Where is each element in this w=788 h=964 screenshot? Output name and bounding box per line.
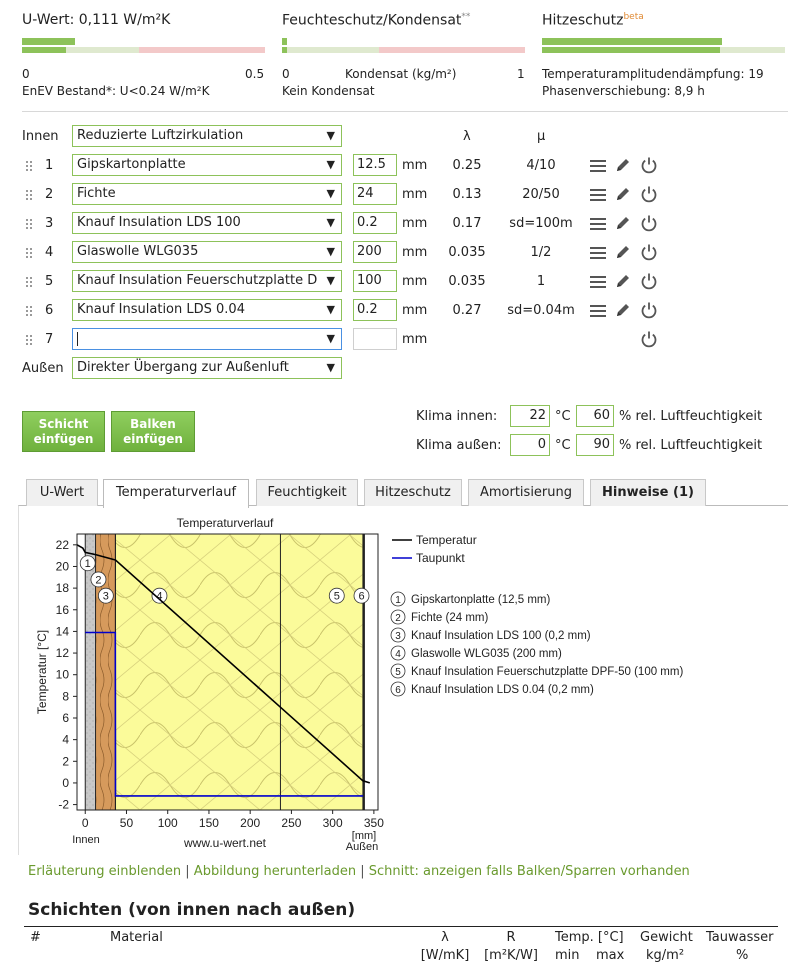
tab-feuchtigkeit[interactable]: Feuchtigkeit <box>256 479 358 506</box>
tab-amortisierung[interactable]: Amortisierung <box>468 479 584 506</box>
power-icon[interactable] <box>640 214 658 232</box>
layer-texture <box>280 534 365 810</box>
chevron-down-icon: ▼ <box>326 129 335 142</box>
mu-header: μ <box>537 129 546 144</box>
drag-handle-icon[interactable] <box>26 219 34 229</box>
unit-celsius: °C <box>555 438 571 453</box>
kondensat-scale-label: Kondensat (kg/m²) <box>345 67 457 81</box>
schicht-einfuegen-button[interactable]: Schicht einfügen <box>22 411 105 452</box>
power-icon[interactable] <box>640 243 658 261</box>
x-tick-label: 0 <box>81 816 89 830</box>
layer-thickness-input[interactable]: 24 <box>353 183 397 205</box>
x-tick-label: 50 <box>119 816 134 830</box>
layer-material-select[interactable]: Fichte ▼ <box>72 183 342 205</box>
layer-lambda: 0.27 <box>452 303 482 318</box>
y-tick-label: 18 <box>55 581 69 596</box>
menu-icon[interactable] <box>589 156 607 174</box>
layer-number-label: 2 <box>95 574 102 587</box>
y-axis-label: Temperatur [°C] <box>35 629 49 715</box>
pencil-icon[interactable] <box>614 272 632 290</box>
y-tick-label: -2 <box>58 797 69 812</box>
col-gewicht-unit: kg/m² <box>646 948 685 963</box>
layer-thickness-input[interactable]: 0.2 <box>353 299 397 321</box>
x-right-label: Außen <box>345 841 379 853</box>
layer-number-label: 3 <box>102 590 109 603</box>
layer-mu: 20/50 <box>522 187 560 202</box>
legend-layer-label: Glaswolle WLG035 (200 mm) <box>411 648 562 660</box>
unit-rh: % rel. Luftfeuchtigkeit <box>619 409 763 424</box>
lambda-header: λ <box>463 129 471 144</box>
layer-material-select[interactable]: Knauf Insulation Feuerschutzplatte D ▼ <box>72 270 342 292</box>
klima-aussen-rh-input[interactable]: 90 <box>576 434 614 456</box>
y-tick-label: 22 <box>55 537 69 552</box>
chevron-down-icon: ▼ <box>326 274 335 287</box>
layer-lambda: 0.13 <box>452 187 482 202</box>
new-layer-material-select[interactable] <box>72 328 342 350</box>
legend-number: 5 <box>395 667 401 678</box>
y-tick-label: 8 <box>62 689 69 704</box>
kondensat-scale-min: 0 <box>282 67 290 81</box>
layer-thickness-input[interactable]: 100 <box>353 270 397 292</box>
y-tick-label: 10 <box>55 667 69 682</box>
uwert-scale-min: 0 <box>22 67 30 81</box>
legend-number: 3 <box>395 631 401 642</box>
layer-thickness-input[interactable]: 12.5 <box>353 154 397 176</box>
unit-celsius: °C <box>555 409 571 424</box>
col-gewicht: Gewicht <box>640 930 693 945</box>
feuchte-title: Feuchteschutz/Kondensat** <box>282 12 471 29</box>
chevron-down-icon: ▼ <box>326 187 335 200</box>
col-num: # <box>30 930 41 945</box>
layer-texture <box>116 534 281 810</box>
innen-label: Innen <box>22 129 59 144</box>
row-number: 2 <box>45 187 54 202</box>
layer-mu: sd=100m <box>509 216 573 231</box>
chart-title: Temperaturverlauf <box>176 516 274 530</box>
menu-icon[interactable] <box>589 214 607 232</box>
menu-icon[interactable] <box>589 185 607 203</box>
klima-aussen-temp-input[interactable]: 0 <box>510 434 550 456</box>
kondensat-note: Kein Kondensat <box>282 84 375 98</box>
balken-einfuegen-button[interactable]: Balken einfügen <box>111 411 195 452</box>
klima-aussen-label: Klima außen: <box>416 438 502 453</box>
uwert-scale-max: 0.5 <box>245 67 265 81</box>
layer-material-select[interactable]: Knauf Insulation LDS 0.04 ▼ <box>72 299 342 321</box>
drag-handle-icon[interactable] <box>26 161 34 171</box>
power-icon[interactable] <box>640 272 658 290</box>
y-tick-label: 20 <box>55 559 69 574</box>
erlaeuterung-link[interactable]: Erläuterung einblenden <box>28 864 182 879</box>
pencil-icon[interactable] <box>614 185 632 203</box>
layer-number-label: 6 <box>358 590 365 603</box>
x-tick-label: 200 <box>240 816 261 830</box>
layer-thickness-input[interactable]: 0.2 <box>353 212 397 234</box>
schichten-heading: Schichten (von innen nach außen) <box>28 900 356 920</box>
uwert-meter <box>22 38 265 58</box>
menu-icon[interactable] <box>589 301 607 319</box>
klima-innen-temp-input[interactable]: 22 <box>510 405 550 427</box>
legend-layer-label: Knauf Insulation LDS 0.04 (0,2 mm) <box>411 684 594 696</box>
row-number: 6 <box>45 303 54 318</box>
drag-handle-icon[interactable] <box>26 335 34 345</box>
legend-number: 6 <box>395 685 401 696</box>
drag-handle-icon[interactable] <box>26 190 34 200</box>
y-tick-label: 14 <box>55 624 69 639</box>
power-icon[interactable] <box>640 330 658 348</box>
col-temp-max: max <box>596 948 625 963</box>
unit-mm: mm <box>402 187 428 202</box>
unit-mm: mm <box>402 216 428 231</box>
drag-handle-icon[interactable] <box>26 306 34 316</box>
legend-layer-label: Knauf Insulation LDS 100 (0,2 mm) <box>411 630 591 642</box>
power-icon[interactable] <box>640 185 658 203</box>
layer-material-select[interactable]: Gipskartonplatte ▼ <box>72 154 342 176</box>
row-number: 4 <box>45 245 54 260</box>
x-axis-unit: [mm] <box>351 830 377 842</box>
pencil-icon[interactable] <box>614 243 632 261</box>
col-lambda-unit: [W/mK] <box>420 948 470 963</box>
layer-lambda: 0.035 <box>448 274 486 289</box>
schnitt-link[interactable]: Schnitt: anzeigen falls Balken/Sparren vorhanden <box>368 864 690 879</box>
y-tick-label: 4 <box>62 732 69 747</box>
chevron-down-icon: ▼ <box>326 303 335 316</box>
unit-rh: % rel. Luftfeuchtigkeit <box>619 438 763 453</box>
new-layer-thickness-input[interactable] <box>353 328 397 350</box>
chevron-down-icon: ▼ <box>326 332 335 345</box>
legend-number: 2 <box>395 613 401 624</box>
download-link[interactable]: Abbildung herunterladen <box>193 864 357 879</box>
kondensat-scale-max: 1 <box>517 67 525 81</box>
x-tick-label: 150 <box>198 816 219 830</box>
pencil-icon[interactable] <box>614 214 632 232</box>
col-r-unit: [m²K/W] <box>484 948 538 963</box>
power-icon[interactable] <box>640 156 658 174</box>
col-lambda: λ <box>441 930 449 945</box>
col-temp-min: min <box>555 948 580 963</box>
layer-mu: 4/10 <box>526 158 556 173</box>
unit-mm: mm <box>402 158 428 173</box>
temperaturverlauf-chart <box>20 510 780 855</box>
layer-mu: 1 <box>536 274 546 289</box>
menu-icon[interactable] <box>589 243 607 261</box>
tab-hinweise[interactable]: Hinweise (1) <box>590 479 706 506</box>
legend-layer-label: Fichte (24 mm) <box>411 612 489 624</box>
chevron-down-icon: ▼ <box>326 216 335 229</box>
pencil-icon[interactable] <box>614 301 632 319</box>
chart-links: Erläuterung einblenden | Abbildung herunterladen | Schnitt: anzeigen falls Balken/Sparren vorhanden <box>28 864 690 879</box>
drag-handle-icon[interactable] <box>26 248 34 258</box>
tab-hitzeschutz[interactable]: Hitzeschutz <box>364 479 462 506</box>
y-tick-label: 2 <box>62 754 69 769</box>
row-number: 1 <box>45 158 54 173</box>
unit-mm: mm <box>402 245 428 260</box>
uwert-title: U-Wert: 0,111 W/m²K <box>22 12 171 28</box>
layer-lambda: 0.17 <box>452 216 482 231</box>
col-tauwasser-unit: % <box>736 948 749 963</box>
col-tauwasser: Tauwasser <box>706 930 774 945</box>
y-tick-label: 0 <box>62 775 69 790</box>
x-tick-label: 350 <box>363 816 384 830</box>
layer-mu: sd=0.04m <box>507 303 575 318</box>
hitzeschutz-meter <box>542 38 785 58</box>
x-tick-label: 100 <box>157 816 178 830</box>
chevron-down-icon: ▼ <box>326 245 335 258</box>
layer-number-label: 1 <box>84 558 91 571</box>
x-tick-label: 250 <box>281 816 302 830</box>
amplitudendaempfung: Temperaturamplitudendämpfung: 19 <box>542 67 764 81</box>
tab-u-wert[interactable]: U-Wert <box>26 479 98 506</box>
x-tick-label: 300 <box>322 816 343 830</box>
layer-material-select[interactable]: Knauf Insulation LDS 100 ▼ <box>72 212 342 234</box>
row-number: 3 <box>45 216 54 231</box>
tab-temperaturverlauf[interactable]: Temperaturverlauf <box>103 479 249 508</box>
phasenverschiebung: Phasenverschiebung: 8,9 h <box>542 84 705 98</box>
aussen-select[interactable]: Direkter Übergang zur Außenluft ▼ <box>72 357 342 379</box>
kondensat-meter <box>282 38 525 58</box>
layer-material-select[interactable]: Glaswolle WLG035 ▼ <box>72 241 342 263</box>
legend-layer-label: Gipskartonplatte (12,5 mm) <box>411 594 551 606</box>
enev-note: EnEV Bestand*: U<0.24 W/m²K <box>22 84 210 98</box>
layer-lambda: 0.035 <box>448 245 486 260</box>
legend-layer-label: Knauf Insulation Feuerschutzplatte DPF-50 (100 mm) <box>411 666 684 678</box>
table-top-rule <box>24 926 778 927</box>
y-tick-label: 12 <box>55 646 69 661</box>
aussen-label: Außen <box>22 361 64 376</box>
innen-select[interactable]: Reduzierte Luftzirkulation ▼ <box>72 125 342 147</box>
watermark: www.u-wert.net <box>183 836 267 850</box>
col-temp: Temp. [°C] <box>555 930 624 945</box>
layer-mu: 1/2 <box>530 245 552 260</box>
power-icon[interactable] <box>640 301 658 319</box>
klima-innen-rh-input[interactable]: 60 <box>576 405 614 427</box>
divider <box>22 111 788 112</box>
col-material: Material <box>110 930 163 945</box>
hitze-title: Hitzeschutz$^{beta}$ <box>542 12 644 29</box>
drag-handle-icon[interactable] <box>26 277 34 287</box>
legend-number: 4 <box>395 649 401 660</box>
unit-mm: mm <box>402 303 428 318</box>
chevron-down-icon: ▼ <box>326 158 335 171</box>
unit-mm: mm <box>402 332 428 347</box>
legend-label: Taupunkt <box>416 551 465 565</box>
layer-number-label: 5 <box>333 590 340 603</box>
col-r: R <box>506 930 516 945</box>
x-left-label: Innen <box>72 834 100 846</box>
row-number: 5 <box>45 274 54 289</box>
y-tick-label: 6 <box>62 711 69 725</box>
legend-label: Temperatur <box>416 533 477 547</box>
chevron-down-icon: ▼ <box>326 361 335 374</box>
klima-innen-label: Klima innen: <box>416 409 498 424</box>
legend-number: 1 <box>395 595 401 606</box>
pencil-icon[interactable] <box>614 156 632 174</box>
y-tick-label: 16 <box>55 602 69 617</box>
unit-mm: mm <box>402 274 428 289</box>
layer-thickness-input[interactable]: 200 <box>353 241 397 263</box>
menu-icon[interactable] <box>589 272 607 290</box>
row-number: 7 <box>45 332 54 347</box>
layer-number-label: 4 <box>156 590 163 603</box>
layer-lambda: 0.25 <box>452 158 482 173</box>
